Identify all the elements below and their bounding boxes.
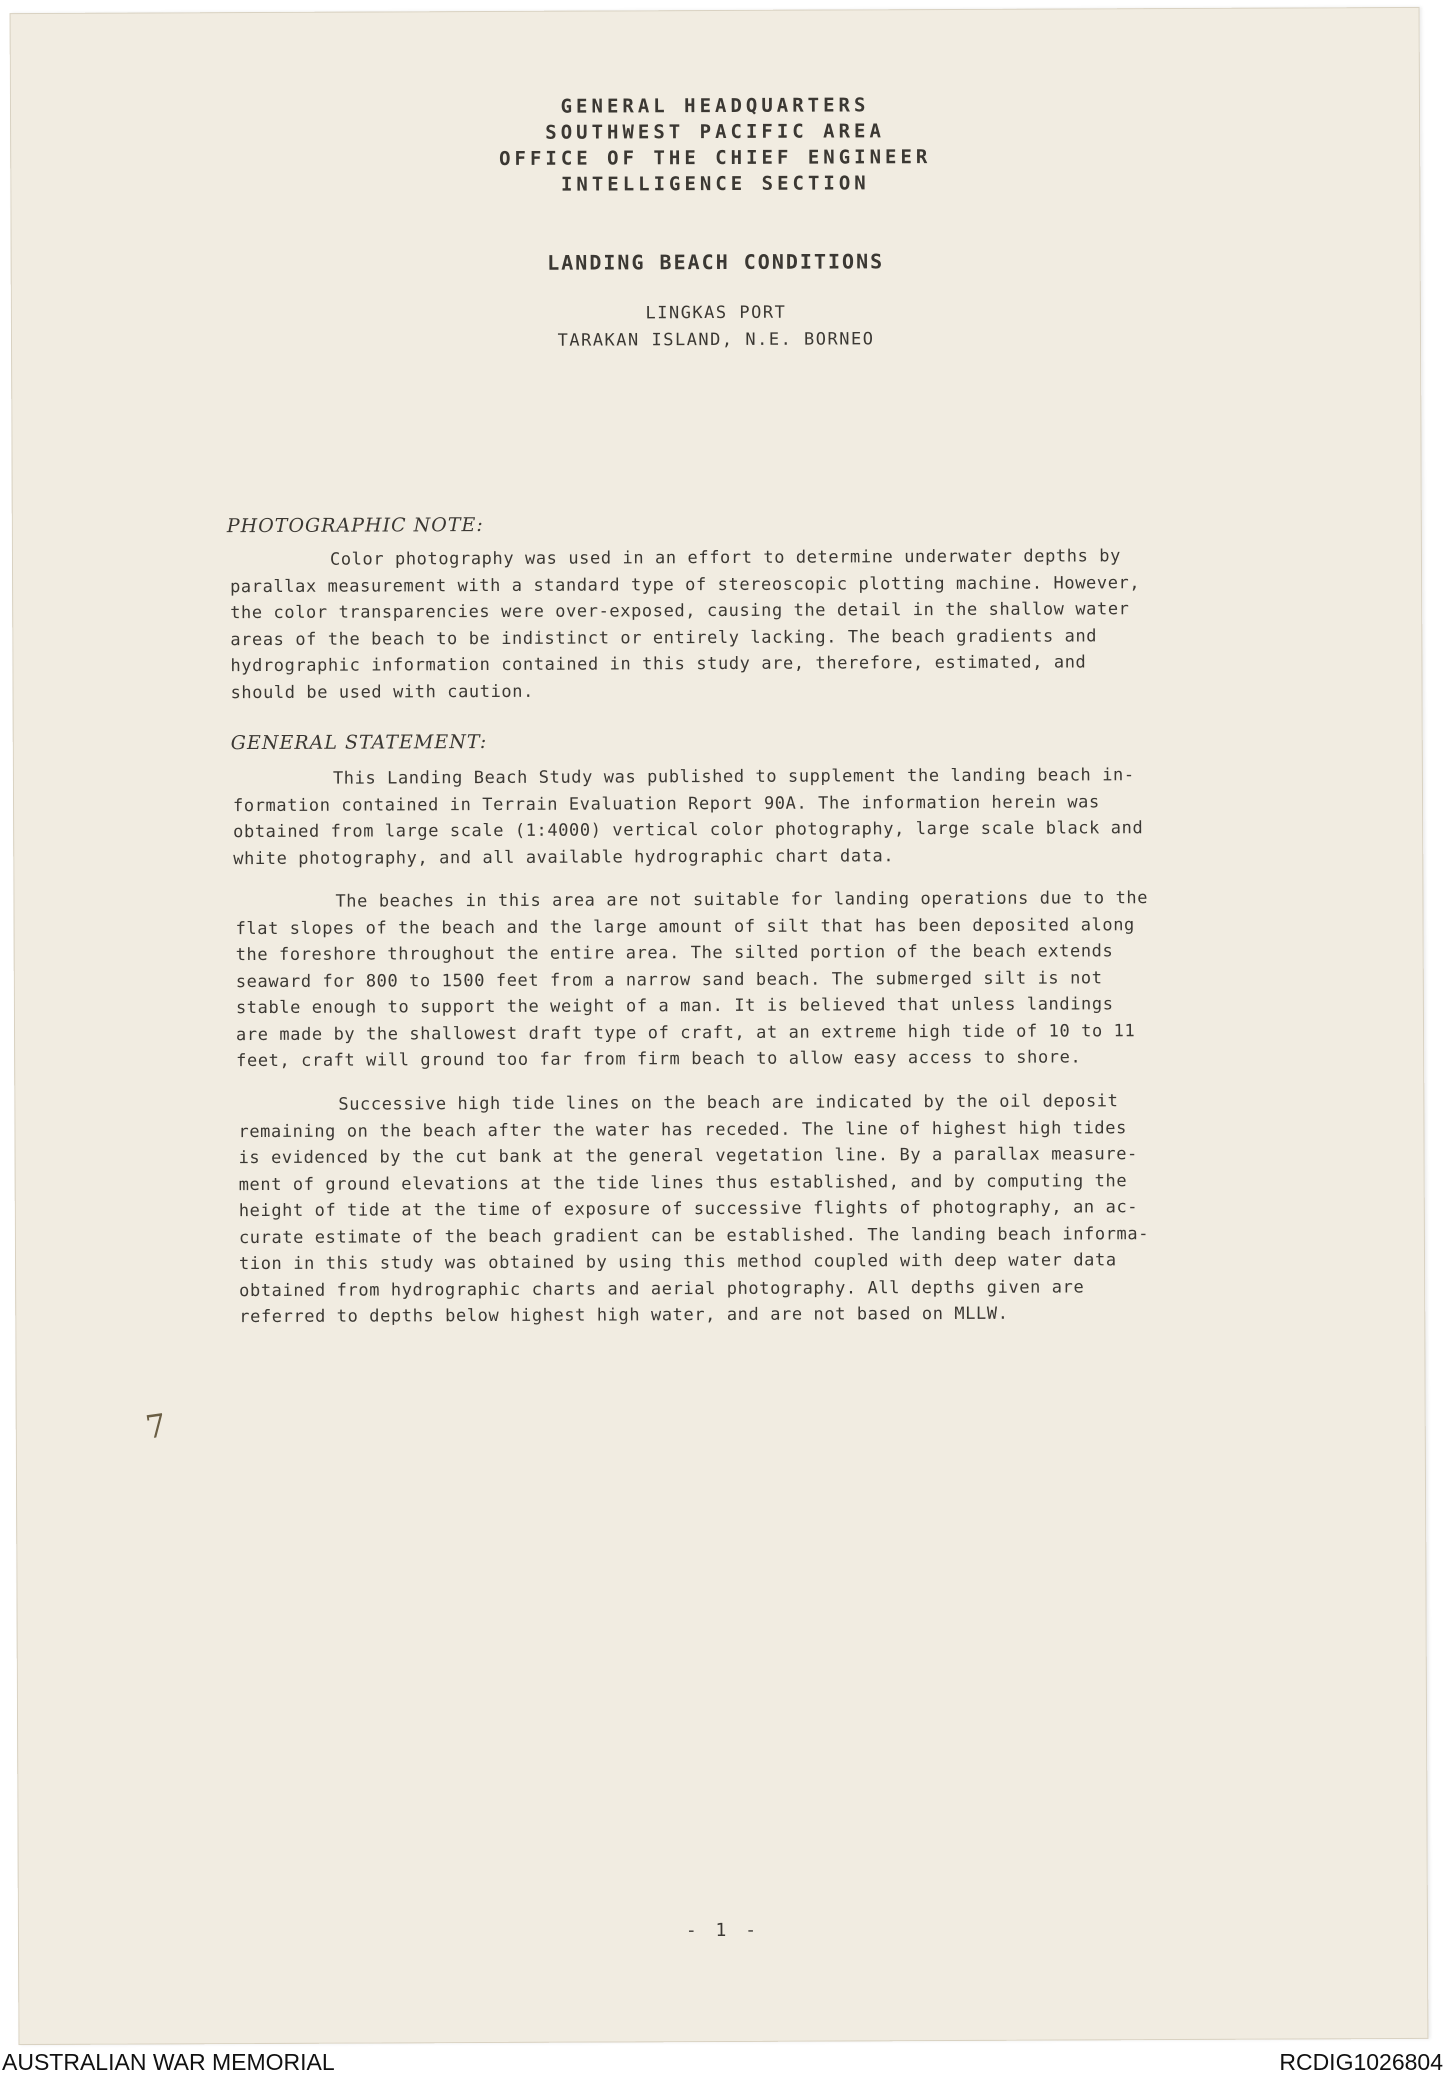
photographic-note-text: Color photography was used in an effort to determine underwater depths by parallax measurement with a standard type of stereoscopic plotting machine. However, the color transparencies were over-exposed, causing the detail in the shallow water areas of the beach to be indistinct or entirely lacking. The beach gradients and hydrographic information contained in this study are, therefore, estimated, and should be used with caution.	[230, 546, 1141, 703]
footer-credit-right: RCDIG1026804	[1279, 2049, 1443, 2075]
general-statement-paragraph-2: The beaches in this area are not suitable for landing operations due to the flat slopes of the beach and the large amount of silt that has been deposited along the foreshore throughout the entire area. The silted portion of the beach extends seaward for 800 to 1500 feet from a narrow sand beach. The submerged silt is not stable enough to support the weight of a man. It is believed that unless landings are made by the shallowest draft type of craft, at an extreme high tide of 10 to 11 feet, craft will ground too far from firm beach to allow easy access to shore.	[235, 888, 1149, 1072]
handwritten-mark: 7	[143, 1406, 169, 1447]
header-block	[10, 90, 1420, 200]
page-number: - 1 -	[685, 1919, 761, 1942]
general-statement-paragraph-3: Successive high tide lines on the beach are indicated by the oil deposit remaining on the beach after the water has receded. The line of highest high tides is evidenced by the cut bank at the general vegetation line. By a parallax measure- ment of ground elevations at the tide lines thus established, and by computing the height of tide at the time of exposure of successive flights of photography, an ac- curate estimate of the beach gradient can be established. The landing beach informa- tion in this study was obtained by using this method coupled with deep water data obtained from hydrographic charts and aerial photography. All depths given are referred to depths below highest high water, and are not based on MLLW.	[238, 1091, 1150, 1328]
document-page	[10, 7, 1429, 2045]
header-line-4: INTELLIGENCE SECTION	[560, 172, 870, 196]
location-line-1: LINGKAS PORT	[645, 302, 787, 324]
footer-credit-left: AUSTRALIAN WAR MEMORIAL	[2, 2049, 335, 2075]
location-line-2: TARAKAN ISLAND, N.E. BORNEO	[557, 329, 875, 351]
general-statement-paragraph-1: This Landing Beach Study was published to supplement the landing beach in- formation contained in Terrain Evaluation Report 90A. The information herein was obtained from large scale (1:4000) vertical color photography, large scale black and white photography, and all available hydrographic chart data.	[232, 765, 1144, 869]
header-line-3: OFFICE OF THE CHIEF ENGINEER	[499, 146, 932, 170]
header-line-1: GENERAL HEADQUARTERS	[560, 94, 870, 118]
header-line-2: SOUTHWEST PACIFIC AREA	[545, 120, 885, 144]
general-statement-label: GENERAL STATEMENT:	[230, 731, 488, 755]
photographic-note-label: PHOTOGRAPHIC NOTE:	[226, 514, 484, 538]
document-title: LANDING BEACH CONDITIONS	[547, 249, 885, 275]
location-block	[11, 297, 1421, 357]
